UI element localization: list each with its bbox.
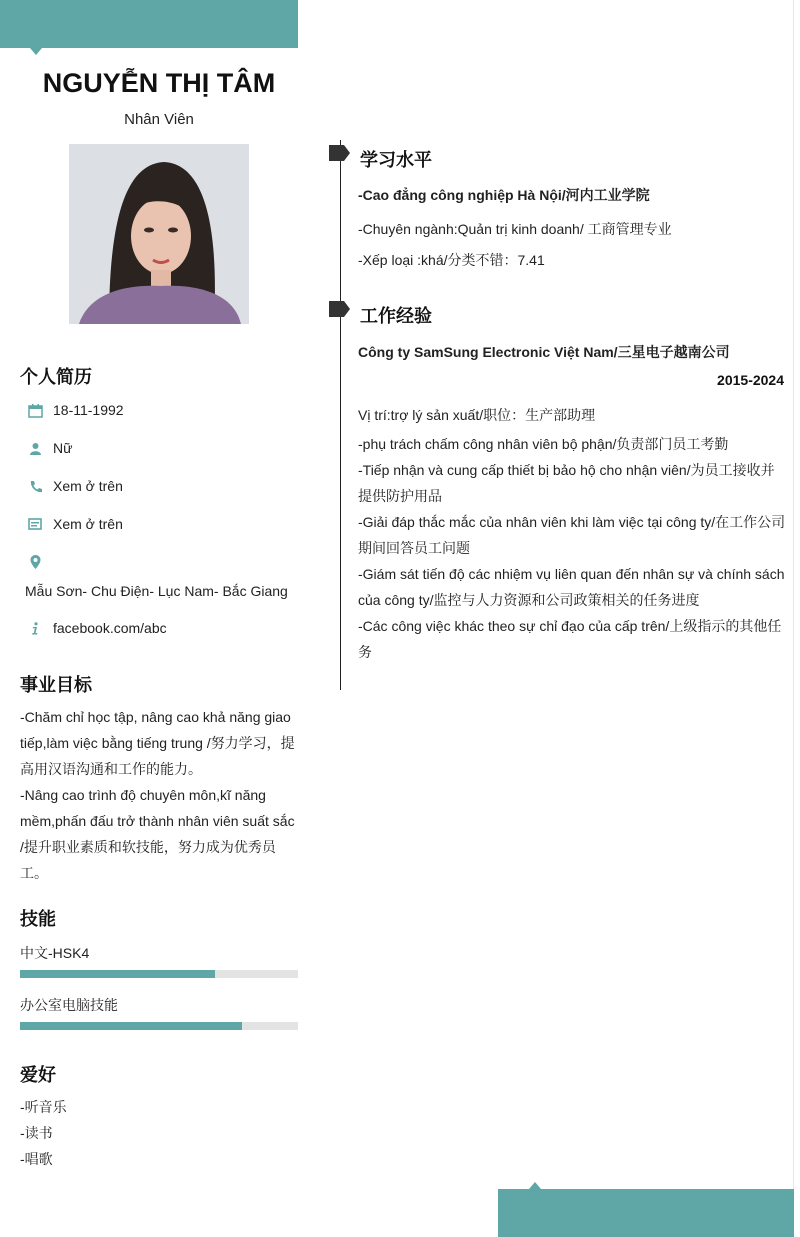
location-icon: [25, 555, 45, 569]
gender-value: Nữ: [53, 440, 73, 456]
objective-text: [20, 704, 305, 886]
birthdate-value: 18-11-1992: [53, 402, 124, 418]
hobby-item: -读书: [20, 1125, 53, 1141]
phone-row: [25, 475, 123, 497]
gender-row: [25, 437, 72, 459]
phone-value: Xem ở trên: [53, 478, 123, 494]
education-school: -Cao đẳng công nghiệp Hà Nội/河内工业学院: [358, 187, 650, 203]
profile-section-title: 个人简历: [20, 367, 92, 387]
bottom-accent-band: [498, 1189, 794, 1237]
hobbies-list: [20, 1094, 220, 1172]
experience-section-title: 工作经验: [360, 306, 432, 326]
top-accent-band: [0, 0, 298, 48]
objective-line: tiếp,làm việc bằng tiếng trung /努力学习，提: [20, 735, 295, 751]
skill-bar-fill: [20, 970, 215, 978]
skill-bar-fill: [20, 1022, 242, 1030]
education-major: -Chuyên ngành:Quản trị kinh doanh/ 工商管理专业: [358, 221, 672, 237]
duty-line: -Tiếp nhận và cung cấp thiết bị bảo hộ cho nhận viên/为员工接收并: [358, 462, 775, 478]
skills-section-title: 技能: [20, 909, 56, 929]
skill-label: 办公室电脑技能: [20, 997, 118, 1013]
phone-icon: [25, 480, 45, 493]
top-accent-notch: [30, 48, 42, 55]
duty-line: 期间回答员工问题: [358, 540, 470, 556]
hobby-item: -唱歌: [20, 1151, 53, 1167]
duty-line: -Các công việc khác theo sự chỉ đạo của cấp trên/上级指示的其他任: [358, 618, 782, 634]
email-row: [25, 513, 123, 535]
location-row: [25, 551, 53, 573]
experience-marker-icon: [329, 301, 351, 322]
objective-line: /提升职业素质和软技能，努力成为优秀员: [20, 839, 276, 855]
calendar-icon: [25, 403, 45, 418]
profile-photo: [69, 144, 249, 324]
skill-bar: [20, 1022, 298, 1030]
duty-line: -phụ trách chấm công nhân viên bộ phận/负责部门员工考勤: [358, 436, 729, 452]
social-row: [25, 617, 167, 639]
experience-position: Vị trí:trợ lý sản xuất/职位：生产部助理: [358, 407, 596, 423]
experience-years: 2015-2024: [717, 372, 784, 388]
skill-label: 中文-HSK4: [20, 945, 90, 961]
user-icon: [25, 442, 45, 455]
candidate-name: NGUYỄN THỊ TÂM: [42, 68, 276, 98]
experience-company: Công ty SamSung Electronic Việt Nam/三星电子越南公司: [358, 344, 730, 360]
objective-section-title: 事业目标: [20, 675, 92, 695]
email-value: Xem ở trên: [53, 516, 123, 532]
address-value: Mẫu Sơn- Chu Điện- Lục Nam- Bắc Giang: [25, 583, 288, 599]
social-value: facebook.com/abc: [53, 620, 167, 636]
skill-bar: [20, 970, 298, 978]
experience-duties: [358, 431, 788, 665]
email-icon: [25, 518, 45, 530]
duty-line: -Giám sát tiến độ các nhiệm vụ liên quan đến nhân sự và chính sách: [358, 566, 785, 582]
duty-line: 务: [358, 644, 372, 660]
duty-line: -Giải đáp thắc mắc của nhân viên khi làm việc tại công ty/在工作公司: [358, 514, 786, 530]
objective-line: 高用汉语沟通和工作的能力。: [20, 761, 202, 777]
duty-line: của công ty/监控与人力资源和公司政策相关的任务进度: [358, 592, 700, 608]
birthdate-row: [25, 399, 124, 421]
hobbies-section-title: 爱好: [20, 1065, 56, 1085]
hobby-item: -听音乐: [20, 1099, 67, 1115]
education-grade: -Xếp loại :khá/分类不错：7.41: [358, 252, 545, 268]
objective-line: -Nâng cao trình độ chuyên môn,kĩ năng: [20, 787, 266, 803]
education-marker-icon: [329, 145, 351, 166]
page-edge: [793, 0, 794, 1237]
objective-line: mềm,phấn đấu trở thành nhân viên suất sắc: [20, 813, 295, 829]
candidate-role: Nhân Viên: [124, 111, 194, 128]
bottom-accent-notch: [529, 1182, 541, 1189]
timeline-line: [340, 140, 341, 690]
objective-line: -Chăm chỉ học tập, nâng cao khả năng giao: [20, 709, 291, 725]
education-section-title: 学习水平: [360, 150, 432, 170]
duty-line: 提供防护用品: [358, 488, 442, 504]
objective-line: 工。: [20, 865, 48, 881]
info-icon: [25, 622, 45, 635]
